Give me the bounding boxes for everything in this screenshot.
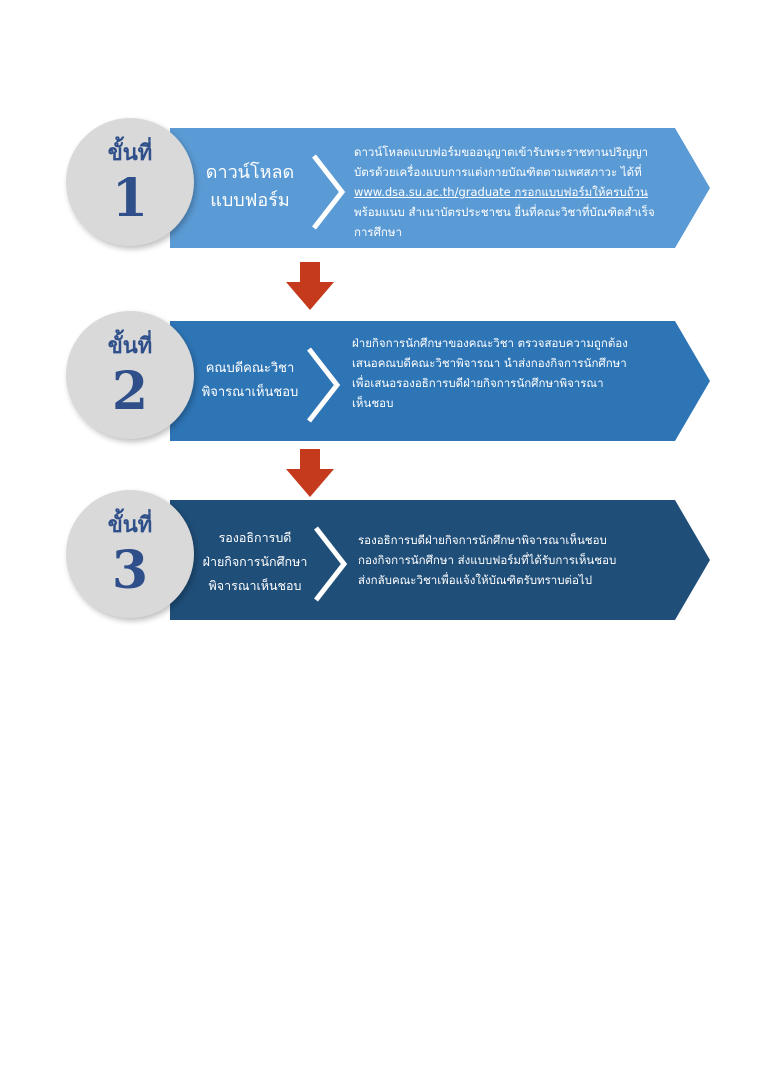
title-line: พิจารณาเห็นชอบ (208, 578, 302, 593)
title-line: ดาวน์โหลด (205, 162, 295, 183)
step-3-title (200, 526, 310, 598)
step-word: ขั้นที่ (107, 512, 153, 538)
step-3 (0, 490, 768, 620)
step-1-badge (66, 118, 194, 246)
desc-line: กองกิจการนักศึกษา ส่งแบบฟอร์มที่ได้รับการเห็นชอบ (358, 553, 617, 567)
title-line: ฝ่ายกิจการนักศึกษา (202, 554, 308, 569)
step-2 (0, 311, 768, 441)
chevron-right-icon (308, 152, 348, 232)
arrow-down-icon (286, 262, 334, 310)
desc-line: เห็นชอบ (352, 396, 394, 410)
step-2-badge (66, 311, 194, 439)
step-3-badge (66, 490, 194, 618)
step-2-description (352, 333, 628, 413)
desc-line: ส่งกลับคณะวิชาเพื่อแจ้งให้บัณฑิตรับทราบต่อไป (358, 573, 593, 587)
step-word: ขั้นที่ (107, 140, 153, 166)
step-3-description (358, 530, 616, 590)
step-number: 3 (111, 540, 149, 601)
title-line: คณบดีคณะวิชา (205, 361, 295, 376)
desc-line: ฝ่ายกิจการนักศึกษาของคณะวิชา ตรวจสอบความถูกต้อง (352, 336, 628, 350)
title-line: แบบฟอร์ม (210, 190, 290, 211)
desc-line-link[interactable]: www.dsa.su.ac.th/graduate กรอกแบบฟอร์มให้ครบถ้วน (354, 185, 648, 199)
desc-line: พร้อมแนบ สำเนาบัตรประชาชน ยื่นที่คณะวิชาที่บัณฑิตสำเร็จ (354, 205, 655, 219)
desc-line: บัตรด้วยเครื่องแบบการแต่งกายบัณฑิตตามเพศสภาวะ ได้ที่ (354, 165, 642, 179)
chevron-right-icon (303, 345, 343, 425)
title-line: รองอธิการบดี (218, 530, 292, 545)
title-line: พิจารณาเห็นชอบ (201, 385, 299, 400)
step-number: 1 (111, 168, 149, 229)
step-2-title (200, 357, 300, 405)
desc-line: ดาวน์โหลดแบบฟอร์มขออนุญาตเข้ารับพระราชทานปริญญา (354, 145, 649, 159)
step-word: ขั้นที่ (107, 333, 153, 359)
step-number: 2 (111, 361, 149, 422)
step-1 (0, 118, 768, 248)
desc-line: เสนอคณบดีคณะวิชาพิจารณา นำส่งกองกิจการนักศึกษา (352, 356, 627, 370)
step-1-title (200, 159, 300, 215)
desc-line: รองอธิการบดีฝ่ายกิจการนักศึกษาพิจารณาเห็นชอบ (358, 533, 607, 547)
step-1-description (354, 142, 655, 242)
desc-line: การศึกษา (354, 225, 402, 239)
desc-line: เพื่อเสนอรองอธิการบดีฝ่ายกิจการนักศึกษาพิจารณา (352, 376, 604, 390)
chevron-right-icon (310, 524, 350, 604)
